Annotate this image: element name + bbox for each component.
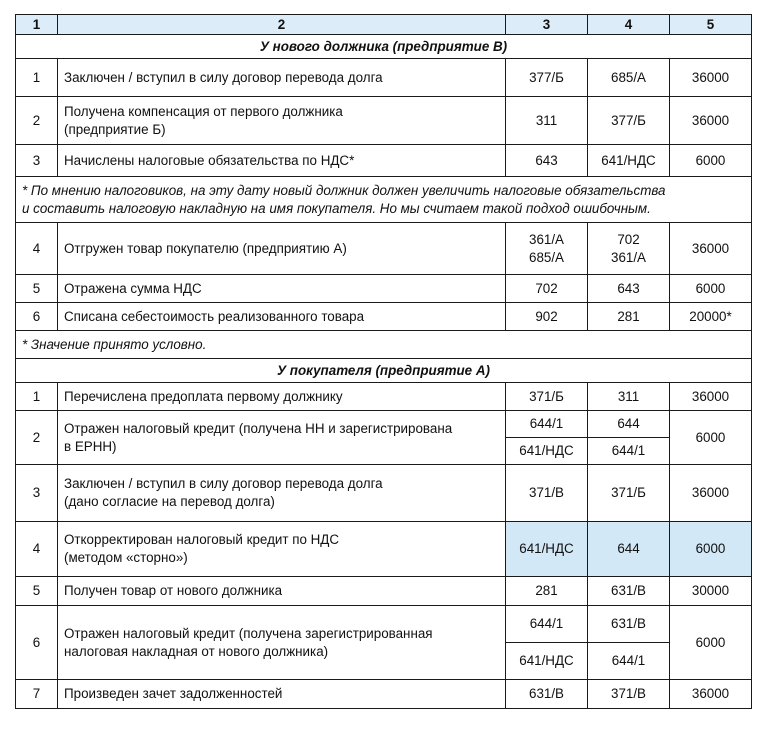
table-row xyxy=(16,411,752,438)
amount: 30000 xyxy=(670,577,752,606)
operation-text-line2: в ЕРНН) xyxy=(64,438,117,454)
table-row xyxy=(16,97,752,145)
table-row xyxy=(16,383,752,411)
credit-account: 311 xyxy=(588,383,670,411)
amount: 36000 xyxy=(670,223,752,275)
footnote-row xyxy=(16,331,752,359)
credit-account-highlighted: 644 xyxy=(588,522,670,577)
row-number: 7 xyxy=(16,680,58,709)
header-col-4: 4 xyxy=(588,15,670,35)
row-number: 1 xyxy=(16,59,58,97)
amount-highlighted: 6000 xyxy=(670,522,752,577)
amount: 36000 xyxy=(670,97,752,145)
debit-account: 644/1 xyxy=(506,606,588,643)
amount: 6000 xyxy=(670,275,752,303)
operation-text xyxy=(58,411,506,465)
debit-account: 281 xyxy=(506,577,588,606)
credit-account: 371/В xyxy=(588,680,670,709)
operation-text-line2: налоговая накладная от нового должника) xyxy=(64,643,329,659)
accounting-entries-table xyxy=(15,14,752,709)
debit-account: 702 xyxy=(506,275,588,303)
header-col-1: 1 xyxy=(16,15,58,35)
table-row xyxy=(16,145,752,177)
section-title-buyer: У покупателя (предприятие А) xyxy=(16,359,752,383)
operation-text: Отгружен товар покупателю (предприятию А) xyxy=(58,223,506,275)
operation-text: Перечислена предоплата первому должнику xyxy=(58,383,506,411)
credit-account: 644/1 xyxy=(588,438,670,465)
operation-text: Отражена сумма НДС xyxy=(58,275,506,303)
debit-account: 371/Б xyxy=(506,383,588,411)
section-title-row xyxy=(16,359,752,383)
operation-text-line1: Отражен налоговый кредит (получена зарегистрированная xyxy=(64,625,433,641)
footnote-tax-opinion xyxy=(16,177,752,223)
row-number: 1 xyxy=(16,383,58,411)
accounting-table-container xyxy=(15,14,751,709)
header-col-3: 3 xyxy=(506,15,588,35)
table-row xyxy=(16,275,752,303)
amount: 6000 xyxy=(670,411,752,465)
credit-account xyxy=(588,223,670,275)
operation-text-line2: (предприятие Б) xyxy=(64,121,166,137)
credit-line1: 702 xyxy=(617,231,640,247)
row-number: 5 xyxy=(16,275,58,303)
credit-account: 371/Б xyxy=(588,465,670,522)
credit-account: 631/В xyxy=(588,606,670,643)
debit-account-highlighted: 641/НДС xyxy=(506,522,588,577)
operation-text-line2: (дано согласие на перевод долга) xyxy=(64,494,275,509)
operation-text: Получен товар от нового должника xyxy=(58,577,506,606)
operation-text-line1: Отражен налоговый кредит (получена НН и зарегистрирована xyxy=(64,420,453,436)
credit-account: 631/В xyxy=(588,577,670,606)
amount: 20000* xyxy=(670,303,752,331)
header-col-5: 5 xyxy=(670,15,752,35)
credit-account: 644/1 xyxy=(588,643,670,680)
table-row xyxy=(16,577,752,606)
amount: 36000 xyxy=(670,383,752,411)
row-number: 5 xyxy=(16,577,58,606)
table-row xyxy=(16,606,752,643)
operation-text-line1: Откорректирован налоговый кредит по НДС xyxy=(64,532,340,547)
row-number: 4 xyxy=(16,522,58,577)
operation-text xyxy=(58,522,506,577)
table-row xyxy=(16,303,752,331)
debit-account: 371/В xyxy=(506,465,588,522)
debit-line2: 685/А xyxy=(529,249,564,265)
debit-account: 377/Б xyxy=(506,59,588,97)
footnote-line1: * По мнению налоговиков, на эту дату новый должник должен увеличить налоговые обязательства xyxy=(22,182,666,198)
debit-line1: 361/А xyxy=(529,231,564,247)
row-number: 3 xyxy=(16,465,58,522)
footnote-conditional-value: * Значение принято условно. xyxy=(16,331,752,359)
section-title-row xyxy=(16,35,752,59)
table-row xyxy=(16,522,752,577)
section-title-new-debtor: У нового должника (предприятие В) xyxy=(16,35,752,59)
operation-text xyxy=(58,465,506,522)
amount: 36000 xyxy=(670,465,752,522)
debit-account xyxy=(506,223,588,275)
header-col-2: 2 xyxy=(58,15,506,35)
row-number: 6 xyxy=(16,606,58,680)
operation-text-line1: Заключен / вступил в силу договор перевода долга xyxy=(64,476,383,491)
operation-text xyxy=(58,97,506,145)
operation-text: Начислены налоговые обязательства по НДС* xyxy=(58,145,506,177)
table-row xyxy=(16,680,752,709)
row-number: 2 xyxy=(16,97,58,145)
table-row xyxy=(16,465,752,522)
debit-account: 641/НДС xyxy=(506,643,588,680)
operation-text: Заключен / вступил в силу договор перевода долга xyxy=(58,59,506,97)
row-number: 6 xyxy=(16,303,58,331)
debit-account: 902 xyxy=(506,303,588,331)
credit-line2: 361/А xyxy=(611,249,646,265)
row-number: 4 xyxy=(16,223,58,275)
operation-text-line1: Получена компенсация от первого должника xyxy=(64,103,343,119)
header-row xyxy=(16,15,752,35)
credit-account: 641/НДС xyxy=(588,145,670,177)
debit-account: 311 xyxy=(506,97,588,145)
debit-account: 643 xyxy=(506,145,588,177)
table-row xyxy=(16,223,752,275)
credit-account: 281 xyxy=(588,303,670,331)
amount: 6000 xyxy=(670,606,752,680)
credit-account: 643 xyxy=(588,275,670,303)
operation-text: Списана себестоимость реализованного товара xyxy=(58,303,506,331)
row-number: 3 xyxy=(16,145,58,177)
credit-account: 377/Б xyxy=(588,97,670,145)
footnote-row xyxy=(16,177,752,223)
operation-text-line2: (методом «сторно») xyxy=(64,550,188,565)
footnote-line2: и составить налоговую накладную на имя покупателя. Но мы считаем такой подход ошибочным. xyxy=(22,200,651,216)
credit-account: 685/А xyxy=(588,59,670,97)
operation-text: Произведен зачет задолженностей xyxy=(58,680,506,709)
amount: 6000 xyxy=(670,145,752,177)
debit-account: 641/НДС xyxy=(506,438,588,465)
amount: 36000 xyxy=(670,59,752,97)
debit-account: 631/В xyxy=(506,680,588,709)
row-number: 2 xyxy=(16,411,58,465)
debit-account: 644/1 xyxy=(506,411,588,438)
operation-text xyxy=(58,606,506,680)
credit-account: 644 xyxy=(588,411,670,438)
table-row xyxy=(16,59,752,97)
amount: 36000 xyxy=(670,680,752,709)
